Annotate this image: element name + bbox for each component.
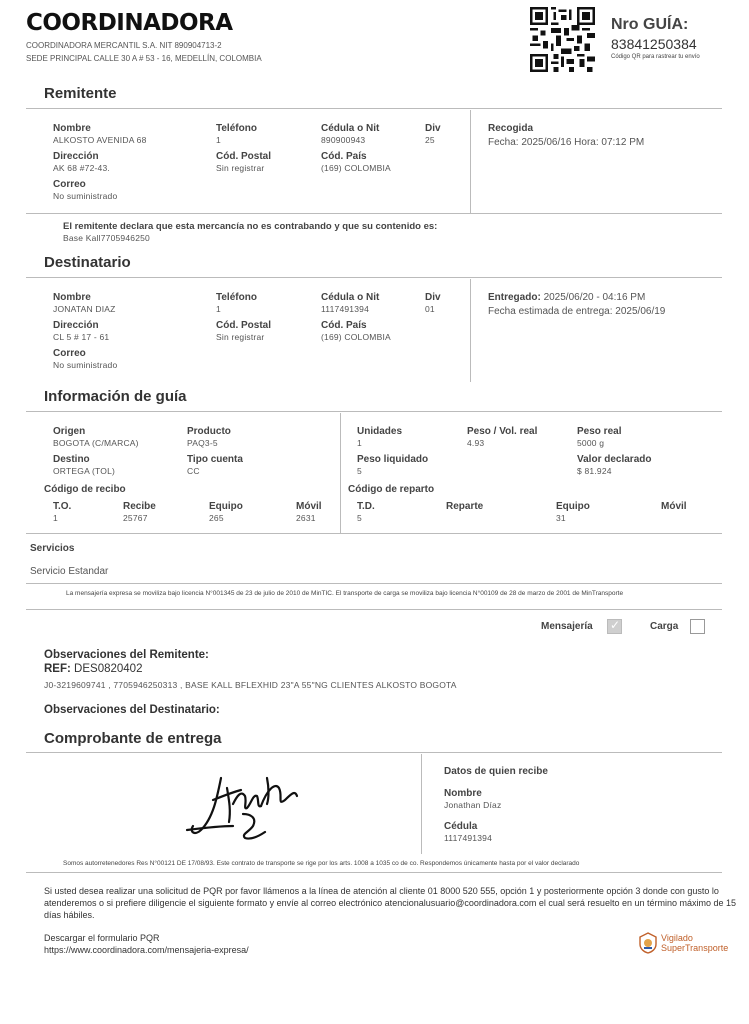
peso-vol-value: 4.93	[467, 438, 485, 448]
peso-vol-label: Peso / Vol. real	[467, 426, 538, 437]
remitente-cedula: 890900943	[321, 135, 366, 145]
vigilado-line1: Vigilado	[661, 933, 693, 943]
carga-checkbox[interactable]	[690, 619, 705, 634]
peso-liquidado-value: 5	[357, 466, 362, 476]
equipo-reparto-label: Equipo	[556, 501, 590, 512]
divider	[26, 533, 722, 534]
remitente-direccion-label: Dirección	[53, 151, 99, 162]
peso-real-value: 5000 g	[577, 438, 605, 448]
fecha-estimada: Fecha estimada de entrega: 2025/06/19	[488, 306, 666, 317]
autorretenedores-text: Somos autorretenedores Res N°00121 DE 17/08/93. Este contrato de transporte se rige por los arts. 1008 a 1035 co de co. Respondemos únicamente hasta por el valor declarado	[63, 860, 580, 867]
divider	[26, 583, 722, 584]
receptor-cedula-label: Cédula	[444, 821, 478, 832]
recibe-label: Recibe	[123, 501, 156, 512]
remitente-correo: No suministrado	[53, 191, 118, 201]
divider	[26, 752, 722, 753]
guia-label: Nro GUÍA:	[611, 16, 689, 33]
mensajeria-label: Mensajería	[541, 621, 593, 632]
remitente-nombre: ALKOSTO AVENIDA 68	[53, 135, 147, 145]
remitente-title: Remitente	[44, 85, 117, 102]
valor-declarado-value: $ 81.924	[577, 466, 612, 476]
unidades-label: Unidades	[357, 426, 403, 437]
peso-real-label: Peso real	[577, 426, 622, 437]
destinatario-div: 01	[425, 304, 435, 314]
servicios-value: Servicio Estandar	[30, 566, 109, 577]
divider	[26, 411, 722, 412]
divider	[421, 754, 422, 854]
qr-caption: Código QR para rastrear tu envío	[611, 54, 700, 60]
remitente-direccion: AK 68 #72-43.	[53, 163, 110, 173]
contenido-value: Base Kall7705946250	[63, 233, 150, 243]
origen-label: Origen	[53, 426, 86, 437]
reparte-label: Reparte	[446, 501, 484, 512]
destinatario-postal: Sin registrar	[216, 332, 265, 342]
destinatario-postal-label: Cód. Postal	[216, 320, 272, 331]
obs-remitente-title: Observaciones del Remitente:	[44, 649, 209, 661]
pqr-text: Si usted desea realizar una solicitud de PQR por favor llámenos a la línea de atención al cliente 01 8000 520 555, opción 1 y posteriormente opción 3 donde con gusto lo atenderemos o si prefiere diligencie el siguiente formato y envíe al correo electrónico atencionalusuario@coordinadora.com el cual será resuelto en un término máximo de 15 días hábiles.	[44, 886, 737, 920]
remitente-cedula-label: Cédula o Nit	[321, 123, 380, 134]
destinatario-cedula: 1117491394	[321, 304, 370, 314]
unidades-value: 1	[357, 438, 362, 448]
recogida-value: Fecha: 2025/06/16 Hora: 07:12 PM	[488, 137, 645, 148]
tipo-cuenta-value: CC	[187, 466, 200, 476]
producto-label: Producto	[187, 426, 231, 437]
destino-value: ORTEGA (TOL)	[53, 466, 116, 476]
movil-label: Móvil	[296, 501, 322, 512]
receptor-nombre-label: Nombre	[444, 788, 482, 799]
destinatario-title: Destinatario	[44, 254, 131, 271]
qr-code-icon	[530, 7, 595, 72]
divider	[470, 279, 471, 382]
destinatario-telefono-label: Teléfono	[216, 292, 257, 303]
remitente-pais: (169) COLOMBIA	[321, 163, 391, 173]
datos-quien-recibe-title: Datos de quien recibe	[444, 766, 548, 777]
destinatario-nombre-label: Nombre	[53, 292, 91, 303]
recibe-value: 25767	[123, 513, 148, 523]
destinatario-pais-label: Cód. País	[321, 320, 367, 331]
codigo-reparto-title: Código de reparto	[348, 484, 435, 495]
destinatario-nombre: JONATAN DIAZ	[53, 304, 116, 314]
equipo-reparto-value: 31	[556, 513, 566, 523]
destinatario-telefono: 1	[216, 304, 221, 314]
entregado-label: Entregado:	[488, 292, 541, 303]
entregado-line	[488, 292, 645, 303]
valor-declarado-label: Valor declarado	[577, 454, 652, 465]
obs-destinatario-title: Observaciones del Destinatario:	[44, 704, 220, 716]
td-value: 5	[357, 513, 362, 523]
divider	[340, 413, 341, 533]
divider	[26, 213, 722, 214]
movil-reparto-label: Móvil	[661, 501, 687, 512]
divider	[26, 872, 722, 873]
destinatario-direccion: CL 5 # 17 - 61	[53, 332, 110, 342]
mensajeria-checkbox[interactable]	[607, 619, 622, 634]
movil-value: 2631	[296, 513, 316, 523]
to-label: T.O.	[53, 501, 72, 512]
ref-line	[44, 663, 142, 675]
remitente-pais-label: Cód. País	[321, 151, 367, 162]
supertransporte-seal-icon	[638, 932, 658, 954]
destino-label: Destino	[53, 454, 90, 465]
td-label: T.D.	[357, 501, 375, 512]
entregado-value: 2025/06/20 - 04:16 PM	[543, 292, 646, 303]
remitente-div: 25	[425, 135, 435, 145]
company-name-line: COORDINADORA MERCANTIL S.A. NIT 890904713-2	[26, 41, 222, 50]
guia-info-title: Información de guía	[44, 388, 187, 405]
receptor-nombre: Jonathan Díaz	[444, 800, 502, 810]
destinatario-correo: No suministrado	[53, 360, 118, 370]
codigo-recibo-title: Código de recibo	[44, 484, 126, 495]
ref-value: DES0820402	[74, 663, 143, 675]
pqr-link[interactable]: https://www.coordinadora.com/mensajeria-expresa/	[44, 945, 249, 955]
destinatario-correo-label: Correo	[53, 348, 86, 359]
equipo-label: Equipo	[209, 501, 243, 512]
remitente-postal: Sin registrar	[216, 163, 265, 173]
servicios-title: Servicios	[30, 543, 75, 554]
company-address-line: SEDE PRINCIPAL CALLE 30 A # 53 - 16, MEDELLÍN, COLOMBIA	[26, 54, 262, 63]
ref-label: REF:	[44, 663, 71, 675]
remitente-correo-label: Correo	[53, 179, 86, 190]
obs-detalle: J0-3219609741 , 7705946250313 , BASE KALL BFLEXHID 23"A 55"NG CLIENTES ALKOSTO BOGOTA	[44, 680, 457, 690]
vigilado-line2: SuperTransporte	[661, 943, 729, 953]
remitente-postal-label: Cód. Postal	[216, 151, 272, 162]
divider	[26, 277, 722, 278]
licencia-text: La mensajería expresa se moviliza bajo licencia N°001345 de 23 de julio de 2010 de MinTIC. El transporte de carga se moviliza bajo licencia N°00109 de 28 de marzo de 2001 de MinTransporte	[66, 590, 624, 597]
equipo-value: 265	[209, 513, 224, 523]
destinatario-cedula-label: Cédula o Nit	[321, 292, 380, 303]
remitente-div-label: Div	[425, 123, 441, 134]
signature-image	[183, 770, 303, 848]
company-logo: COORDINADORA	[26, 10, 233, 36]
descargar-formulario: Descargar el formulario PQR	[44, 933, 160, 943]
remitente-nombre-label: Nombre	[53, 123, 91, 134]
comprobante-title: Comprobante de entrega	[44, 730, 222, 747]
guia-number: 83841250384	[611, 36, 697, 52]
receptor-cedula: 1117491394	[444, 833, 493, 843]
carga-label: Carga	[650, 621, 679, 632]
peso-liquidado-label: Peso liquidado	[357, 454, 429, 465]
origen-value: BOGOTA (C/MARCA)	[53, 438, 139, 448]
divider	[26, 609, 722, 610]
declaracion-text: El remitente declara que esta mercancía no es contrabando y que su contenido es:	[63, 221, 438, 232]
producto-value: PAQ3-5	[187, 438, 218, 448]
destinatario-direccion-label: Dirección	[53, 320, 99, 331]
tipo-cuenta-label: Tipo cuenta	[187, 454, 243, 465]
to-value: 1	[53, 513, 58, 523]
destinatario-div-label: Div	[425, 292, 441, 303]
recogida-label: Recogida	[488, 123, 534, 134]
destinatario-pais: (169) COLOMBIA	[321, 332, 391, 342]
remitente-telefono-label: Teléfono	[216, 123, 257, 134]
remitente-telefono: 1	[216, 135, 221, 145]
divider	[470, 110, 471, 213]
divider	[26, 108, 722, 109]
